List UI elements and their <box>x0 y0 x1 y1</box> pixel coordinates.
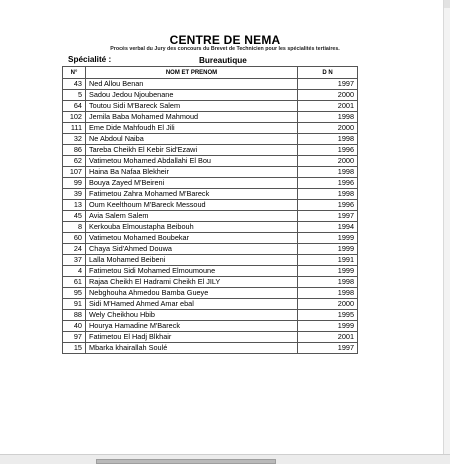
table-row <box>63 189 358 200</box>
row-number: 95 <box>63 288 86 299</box>
row-birth-year: 1998 <box>298 288 358 299</box>
row-number: 61 <box>63 277 86 288</box>
row-name: Vatimetou Mohamed Boubekar <box>86 233 298 244</box>
row-name: Fatimetou Zahra Mohamed M'Bareck <box>86 189 298 200</box>
row-birth-year: 1997 <box>298 343 358 354</box>
row-number: 15 <box>63 343 86 354</box>
specialty-label: Spécialité : <box>68 55 112 64</box>
row-birth-year: 1995 <box>298 310 358 321</box>
row-birth-year: 1999 <box>298 266 358 277</box>
row-name: Avia Salem Salem <box>86 211 298 222</box>
row-birth-year: 2001 <box>298 332 358 343</box>
row-birth-year: 1997 <box>298 79 358 90</box>
table-row <box>63 310 358 321</box>
row-number: 88 <box>63 310 86 321</box>
row-birth-year: 2001 <box>298 101 358 112</box>
row-number: 24 <box>63 244 86 255</box>
table-row <box>63 277 358 288</box>
row-birth-year: 1996 <box>298 200 358 211</box>
row-birth-year: 2000 <box>298 90 358 101</box>
row-number: 64 <box>63 101 86 112</box>
row-number: 32 <box>63 134 86 145</box>
row-number: 13 <box>63 200 86 211</box>
table-row <box>63 178 358 189</box>
row-name: Rajaa Cheikh El Hadrami Cheikh El JILY <box>86 277 298 288</box>
row-number: 8 <box>63 222 86 233</box>
row-birth-year: 1997 <box>298 211 358 222</box>
document-subtitle: Procès verbal du Jury des concours du Brevet de Technicien pour les spécialités tertiaires. <box>110 46 340 52</box>
table-row <box>63 167 358 178</box>
table-row <box>63 200 358 211</box>
row-birth-year: 1999 <box>298 321 358 332</box>
table-row <box>63 79 358 90</box>
row-birth-year: 2000 <box>298 299 358 310</box>
table-row <box>63 321 358 332</box>
row-birth-year: 1996 <box>298 178 358 189</box>
row-name: Lalla Mohamed Beibeni <box>86 255 298 266</box>
header-name: NOM ET PRENOM <box>86 67 298 79</box>
row-number: 111 <box>63 123 86 134</box>
scroll-up-button[interactable] <box>444 0 450 8</box>
table-row <box>63 123 358 134</box>
table-row <box>63 156 358 167</box>
row-birth-year: 2000 <box>298 123 358 134</box>
row-number: 91 <box>63 299 86 310</box>
row-birth-year: 1998 <box>298 112 358 123</box>
table-row <box>63 343 358 354</box>
row-birth-year: 1996 <box>298 145 358 156</box>
row-name: Oum Keelthoum M'Bareck Messoud <box>86 200 298 211</box>
table-row <box>63 145 358 156</box>
vertical-scrollbar[interactable] <box>444 0 450 454</box>
row-name: Sidi M'Hamed Ahmed Amar ebal <box>86 299 298 310</box>
table-row <box>63 90 358 101</box>
table-row <box>63 332 358 343</box>
table-row <box>63 255 358 266</box>
row-name: Sadou Jedou Njoubenane <box>86 90 298 101</box>
table-row <box>63 134 358 145</box>
row-birth-year: 2000 <box>298 156 358 167</box>
row-birth-year: 1998 <box>298 134 358 145</box>
row-number: 86 <box>63 145 86 156</box>
row-birth-year: 1998 <box>298 277 358 288</box>
row-name: Mbarka khairallah Soulé <box>86 343 298 354</box>
row-number: 40 <box>63 321 86 332</box>
table-row <box>63 299 358 310</box>
row-number: 5 <box>63 90 86 101</box>
row-name: Haina Ba Nafaa Blekheir <box>86 167 298 178</box>
table-row <box>63 288 358 299</box>
row-number: 39 <box>63 189 86 200</box>
row-name: Ned Allou Benan <box>86 79 298 90</box>
row-number: 97 <box>63 332 86 343</box>
table-row <box>63 222 358 233</box>
row-number: 4 <box>63 266 86 277</box>
row-number: 107 <box>63 167 86 178</box>
row-name: Eme Dide Mahfoudh El Jili <box>86 123 298 134</box>
table-row <box>63 112 358 123</box>
row-number: 37 <box>63 255 86 266</box>
table-row <box>63 244 358 255</box>
candidates-table <box>62 66 358 354</box>
row-name: Toutou Sidi M'Bareck Salem <box>86 101 298 112</box>
row-name: Ne Abdoul Naiba <box>86 134 298 145</box>
page-edge <box>443 0 444 454</box>
horizontal-scrollbar-thumb[interactable] <box>96 459 276 464</box>
row-name: Hourya Hamadine M'Bareck <box>86 321 298 332</box>
table-row <box>63 211 358 222</box>
row-number: 45 <box>63 211 86 222</box>
row-name: Fatimetou El Hadj Blkhair <box>86 332 298 343</box>
row-birth-year: 1999 <box>298 233 358 244</box>
row-name: Nebghouha Ahmedou Bamba Gueye <box>86 288 298 299</box>
table-body <box>63 79 358 354</box>
row-birth-year: 1999 <box>298 244 358 255</box>
row-name: Bouya Zayed M'Beireni <box>86 178 298 189</box>
row-name: Fatimetou Sidi Mohamed Elmoumoune <box>86 266 298 277</box>
specialty-value: Bureautique <box>199 56 247 65</box>
header-number: N° <box>63 67 86 79</box>
row-name: Kerkouba Elmoustapha Beibouh <box>86 222 298 233</box>
table-row <box>63 101 358 112</box>
row-number: 99 <box>63 178 86 189</box>
row-name: Tareba Cheikh El Kebir Sid'Ezawi <box>86 145 298 156</box>
table-row <box>63 266 358 277</box>
row-number: 62 <box>63 156 86 167</box>
table-header-row <box>63 67 358 79</box>
row-name: Wely Cheikhou Hbib <box>86 310 298 321</box>
table-row <box>63 233 358 244</box>
row-name: Vatimetou Mohamed Abdallahi El Bou <box>86 156 298 167</box>
row-birth-year: 1991 <box>298 255 358 266</box>
row-birth-year: 1994 <box>298 222 358 233</box>
row-name: Jemila Baba Mohamed Mahmoud <box>86 112 298 123</box>
row-birth-year: 1998 <box>298 189 358 200</box>
row-number: 102 <box>63 112 86 123</box>
header-birth-date: D N <box>298 67 358 79</box>
row-number: 43 <box>63 79 86 90</box>
row-name: Chaya Sid'Ahmed Douwa <box>86 244 298 255</box>
row-birth-year: 1998 <box>298 167 358 178</box>
document-title: CENTRE DE NEMA <box>169 33 281 47</box>
row-number: 60 <box>63 233 86 244</box>
